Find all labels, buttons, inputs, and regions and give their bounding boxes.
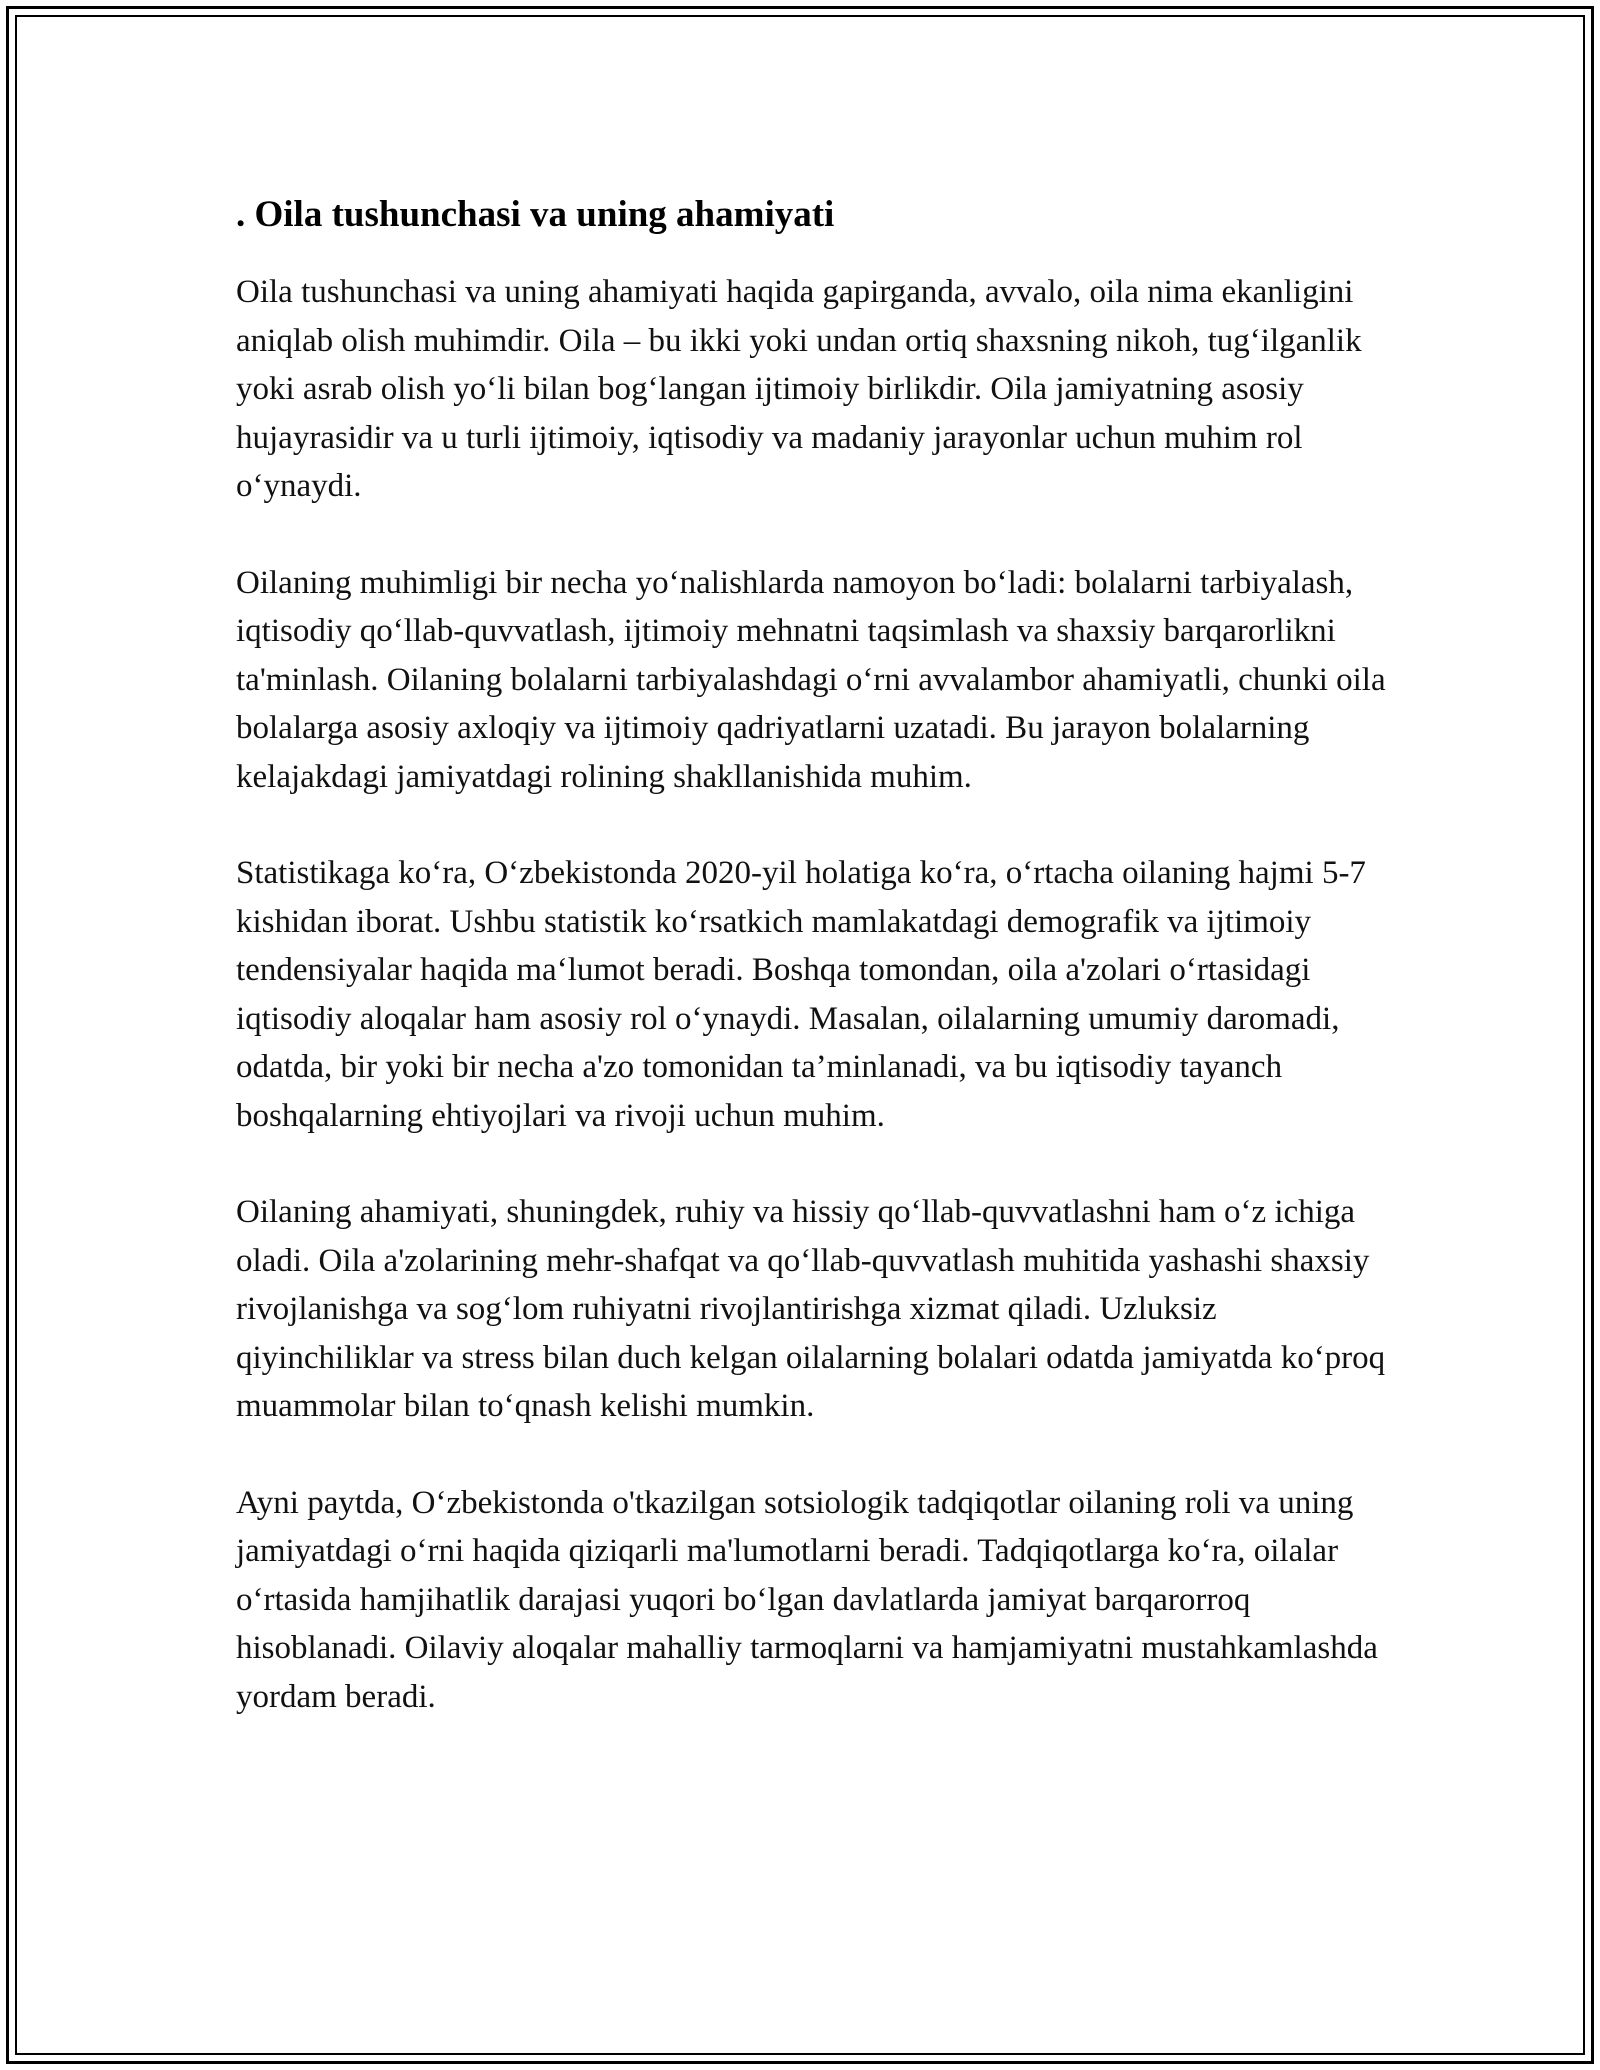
paragraph-2: Oilaning muhimligi bir necha yo‘nalishlarda namoyon bo‘ladi: bolalarni tarbiyalash, iqtisodiy qo‘llab-quvvatlash, ijtimoiy mehnatni taqsimlash va shaxsiy barqarorlikni ta'minlash. Oilaning bolalarni tarbiyalashdagi o‘rni avvalambor ahamiyatli, chunki oila bolalarga asosiy axloqiy va ijtimoiy qadriyatlarni uzatadi. Bu jarayon bolalarning kelajakdagi jamiyatdagi rolining shakllanishida muhim. (236, 564, 1386, 795)
paragraph-3: Statistikaga ko‘ra, O‘zbekistonda 2020-yil holatiga ko‘ra, o‘rtacha oilaning hajmi 5-7 kishidan iborat. Ushbu statistik ko‘rsatkich mamlakatdagi demografik va ijtimoiy tendensiyalar haqida ma‘lumot beradi. Boshqa tomondan, oila a'zolari o‘rtasidagi iqtisodiy aloqalar ham asosiy rol o‘ynaydi. Masalan, oilalarning umumiy daromadi, odatda, bir yoki bir necha a'zo tomonidan ta’minlanadi, va bu iqtisodiy tayanch boshqalarning ehtiyojlari va rivoji uchun muhim. (236, 855, 1366, 1134)
paragraph-1: Oila tushunchasi va uning ahamiyati haqida gapirganda, avvalo, oila nima ekanligini aniqlab olish muhimdir. Oila – bu ikki yoki undan ortiq shaxsning nikoh, tug‘ilganlik yoki asrab olish yo‘li bilan bog‘langan ijtimoiy birlikdir. Oila jamiyatning asosiy hujayrasidir va u turli ijtimoiy, iqtisodiy va madaniy jarayonlar uchun muhim rol o‘ynaydi. (236, 274, 1362, 504)
document-body (236, 188, 1386, 1769)
paragraph-5: Ayni paytda, O‘zbekistonda o'tkazilgan sotsiologik tadqiqotlar oilaning roli va uning jamiyatdagi o‘rni haqida qiziqarli ma'lumotlarni beradi. Tadqiqotlarga ko‘ra, oilalar o‘rtasida hamjihatlik darajasi yuqori bo‘lgan davlatlarda jamiyat barqarorroq hisoblanadi. Oilaviy aloqalar mahalliy tarmoqlarni va hamjamiyatni mustahkamlashda yordam beradi. (236, 1484, 1378, 1715)
section-heading: . Oila tushunchasi va uning ahamiyati (236, 194, 835, 235)
paragraph-4: Oilaning ahamiyati, shuningdek, ruhiy va hissiy qo‘llab-quvvatlashni ham o‘z ichiga oladi. Oila a'zolarining mehr-shafqat va qo‘llab-quvvatlash muhitida yashashi shaxsiy rivojlanishga va sog‘lom ruhiyatni rivojlantirishga xizmat qiladi. Uzluksiz qiyinchiliklar va stress bilan duch kelgan oilalarning bolalari odatda jamiyatda ko‘proq muammolar bilan to‘qnash kelishi mumkin. (236, 1194, 1386, 1424)
